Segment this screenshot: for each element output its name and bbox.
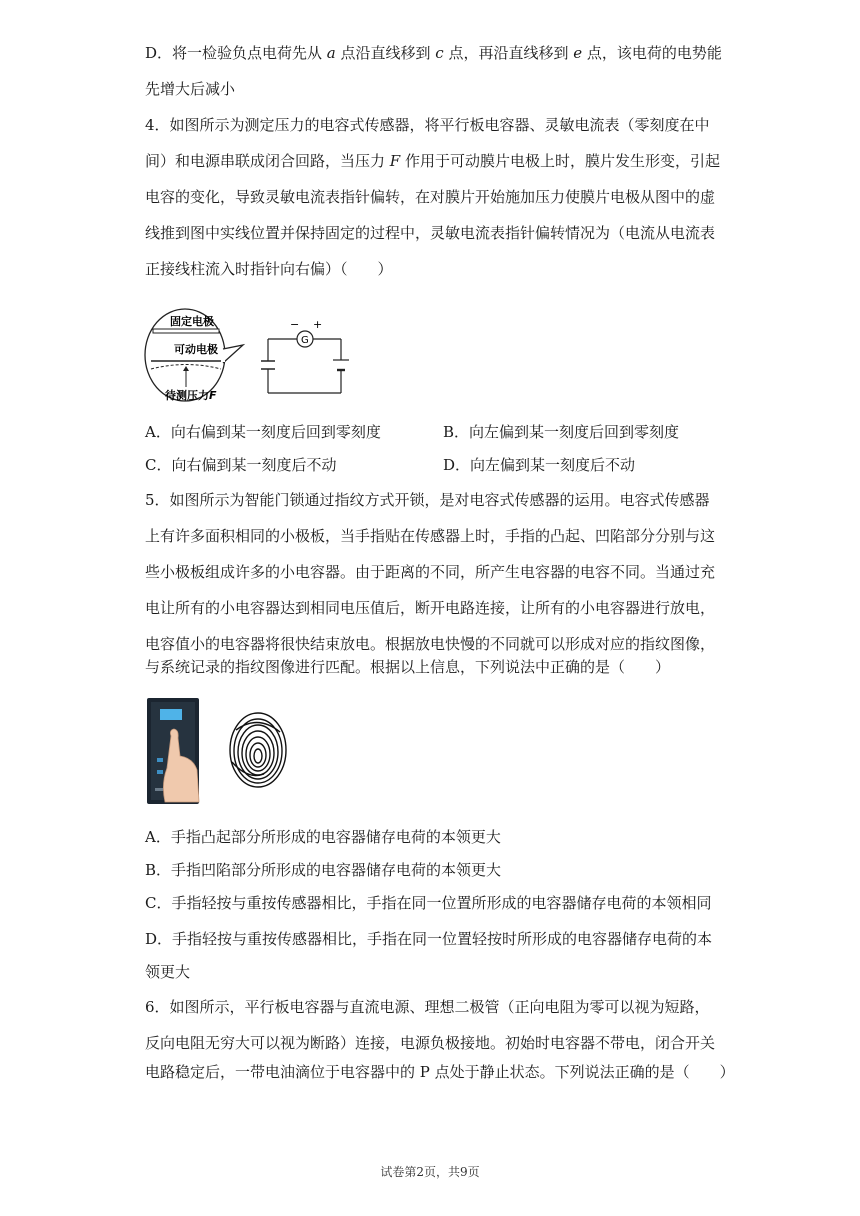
q3-option-d-line1: D．将一检验负点电荷先从 a 点沿直线移到 c 点，再沿直线移到 e 点，该电荷的电势能: [145, 44, 722, 62]
meter-plus-sign: +: [313, 318, 323, 331]
q6-stem-line3: 电路稳定后，一带电油滴位于电容器中的 P 点处于静止状态。下列说法正确的是（ ）: [145, 1063, 735, 1081]
q4-stem-line1: 4．如图所示为测定压力的电容式传感器，将平行板电容器、灵敏电流表（零刻度在中: [145, 116, 710, 134]
q5-stem-line6: 与系统记录的指纹图像进行匹配。根据以上信息，下列说法中正确的是（ ）: [145, 658, 671, 676]
page-footer: 试卷第2页，共9页: [380, 1165, 480, 1179]
q6-stem-line2: 反向电阻无穷大可以视为断路）连接，电源负极接地。初始时电容器不带电，闭合开关: [145, 1034, 716, 1052]
q4-option-c: C．向右偏到某一刻度后不动: [145, 456, 337, 474]
q4-stem-line3: 电容的变化，导致灵敏电流表指针偏转，在对膜片开始施加压力使膜片电极从图中的虚: [145, 188, 716, 206]
q5-option-d-line1: D．手指轻按与重按传感器相比，手指在同一位置轻按时所形成的电容器储存电荷的本: [145, 930, 713, 948]
force-arrow-head: [183, 366, 189, 371]
q4-stem-line2: 间）和电源串联成闭合回路，当压力 F 作用于可动膜片电极上时，膜片发生形变，引起: [145, 152, 720, 170]
movable-electrode-label: 可动电极: [174, 343, 218, 356]
q3-option-d-line2: 先增大后减小: [145, 80, 236, 98]
q5-stem-line3: 些小极板组成许多的小电容器。由于距离的不同，所产生电容器的电容不同。当通过充: [145, 563, 716, 581]
fixed-plate: [153, 329, 219, 333]
q4-capacitor-sensor-figure: [143, 305, 353, 410]
bubble-tail: [223, 345, 243, 363]
q4-stem-line4: 线推到图中实线位置并保持固定的过程中，灵敏电流表指针偏转情况为（电流从电流表: [145, 224, 716, 242]
q5-option-d-line2: 领更大: [145, 963, 191, 981]
q5-stem-line4: 电让所有的小电容器达到相同电压值后，断开电路连接，让所有的小电容器进行放电，: [145, 599, 716, 617]
force-label: 待测压力F: [165, 389, 217, 402]
q5-fingerprint-lock-figure: [145, 696, 295, 806]
lock-keypad-light: [157, 758, 163, 762]
q6-stem-line1: 6．如图所示，平行板电容器与直流电源、理想二极管（正向电阻为零可以视为短路，: [145, 998, 710, 1016]
q4-option-d: D．向左偏到某一刻度后不动: [443, 456, 636, 474]
q4-option-a: A．向右偏到某一刻度后回到零刻度: [145, 423, 381, 441]
q5-stem-line1: 5．如图所示为智能门锁通过指纹方式开锁，是对电容式传感器的运用。电容式传感器: [145, 491, 710, 509]
bubble-tail-mask: [222, 350, 225, 362]
galvanometer-label: G: [301, 335, 309, 346]
fingerprint-icon: [230, 713, 286, 787]
q5-option-a: A．手指凸起部分所形成的电容器储存电荷的本领更大: [145, 828, 501, 846]
q5-option-c: C．手指轻按与重按传感器相比，手指在同一位置所形成的电容器储存电荷的本领相同: [145, 894, 712, 912]
q5-option-b: B．手指凹陷部分所形成的电容器储存电荷的本领更大: [145, 861, 502, 879]
q5-stem-line2: 上有许多面积相同的小极板，当手指贴在传感器上时，手指的凸起、凹陷部分分别与这: [145, 527, 716, 545]
q4-stem-line5: 正接线柱流入时指针向右偏）（ ）: [145, 260, 393, 278]
meter-minus-sign: −: [290, 318, 300, 331]
lock-keypad-light: [157, 770, 163, 774]
fixed-electrode-label: 固定电极: [170, 315, 214, 328]
lock-sensor-window: [160, 709, 182, 720]
q4-option-b: B．向左偏到某一刻度后回到零刻度: [443, 423, 680, 441]
q5-stem-line5: 电容值小的电容器将很快结束放电。根据放电快慢的不同就可以形成对应的指纹图像，: [145, 635, 716, 653]
